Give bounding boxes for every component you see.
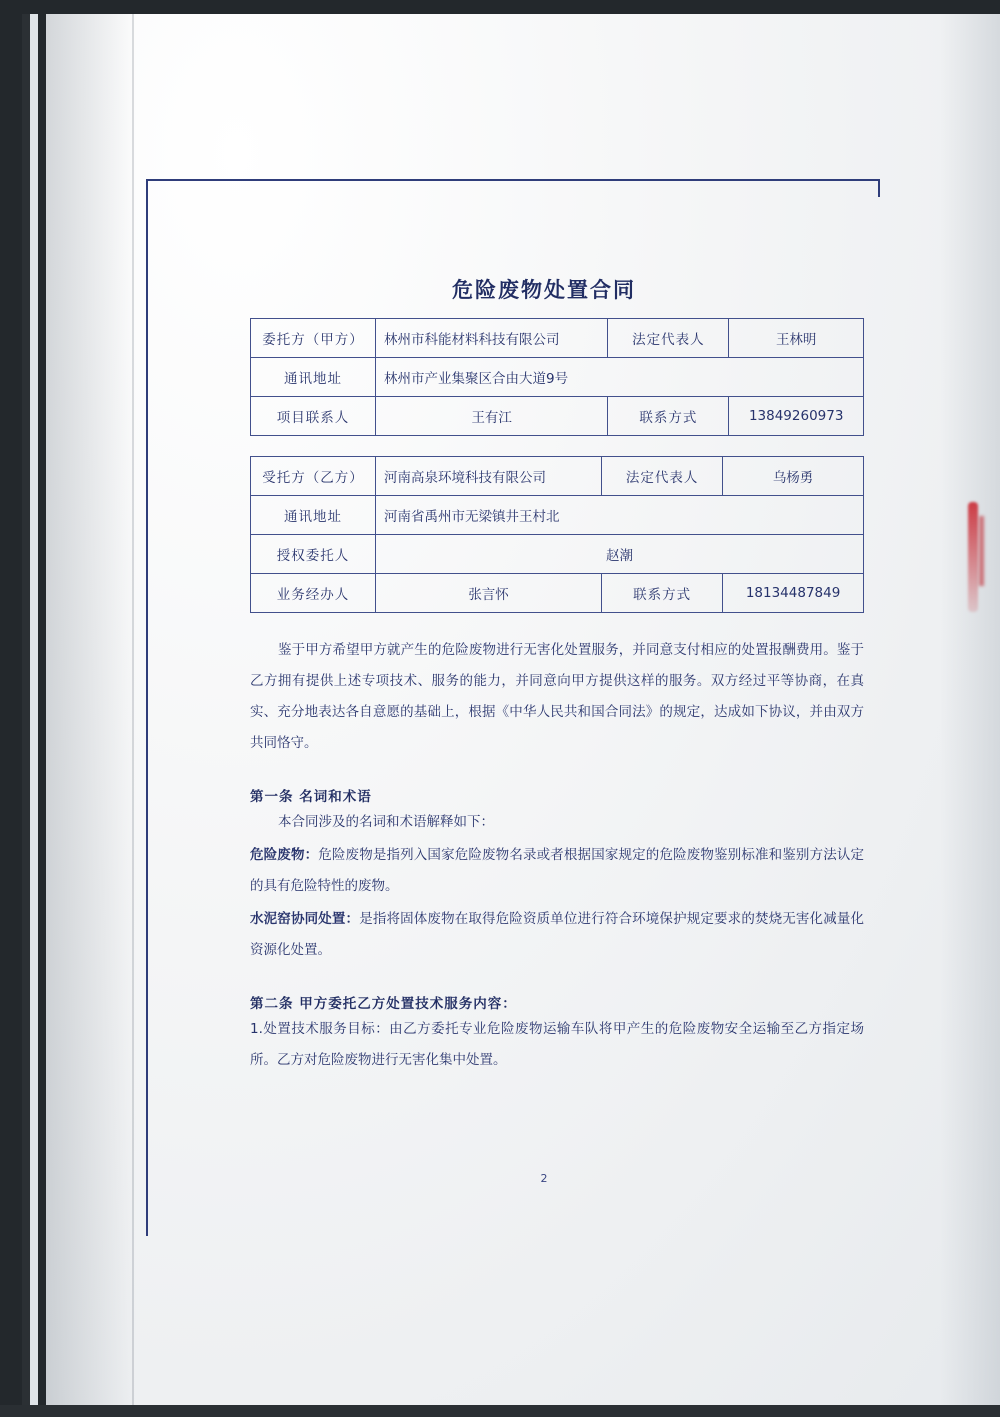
- party-b-address-label: 通讯地址: [251, 496, 376, 535]
- table-row: [251, 496, 864, 535]
- term-label: 水泥窑协同处置：: [250, 911, 360, 927]
- page-number: 2: [540, 1172, 548, 1185]
- party-b-phone-value: 18134487849: [723, 574, 864, 613]
- party-b-legal-rep-label: 法定代表人: [602, 457, 723, 496]
- party-b-phone-label: 联系方式: [602, 574, 723, 613]
- table-row: [251, 574, 864, 613]
- table-row: [251, 358, 864, 397]
- party-b-address-value: 河南省禹州市无梁镇井王村北: [376, 496, 864, 535]
- party-b-legal-rep-value: 乌杨勇: [723, 457, 864, 496]
- party-a-label: 委托方（甲方）: [251, 319, 376, 358]
- section-2-heading: 第二条 甲方委托乙方处置技术服务内容：: [250, 996, 517, 1012]
- scan-top-edge: [0, 0, 1000, 14]
- section-1-lead: 本合同涉及的名词和术语解释如下：: [278, 814, 494, 830]
- party-b-label: 受托方（乙方）: [251, 457, 376, 496]
- party-a-legal-rep-label: 法定代表人: [608, 319, 729, 358]
- red-ink-mark-secondary: [979, 516, 984, 586]
- page-left-shadow: [46, 14, 136, 1405]
- preamble-paragraph: 鉴于甲方希望甲方就产生的危险废物进行无害化处置服务，并同意支付相应的处置报酬费用。鉴于乙方拥有提供上述专项技术、服务的能力，并同意向甲方提供这样的服务。双方经过平等协商，在真实、充分地表达各自意愿的基础上，根据《中华人民共和国合同法》的规定，达成如下协议，并由双方共同恪守。: [250, 642, 864, 751]
- table-row: [251, 535, 864, 574]
- party-a-address-value: 林州市产业集聚区合由大道9号: [376, 358, 864, 397]
- party-b-agent-label: 业务经办人: [251, 574, 376, 613]
- section-1-item-1: [250, 840, 864, 902]
- table-row: [251, 319, 864, 358]
- party-b-table: [250, 456, 864, 613]
- section-2-item-1: 1.处置技术服务目标：由乙方委托专业危险废物运输车队将甲产生的危险废物安全运输至乙方指定场所。乙方对危险废物进行无害化集中处置。: [250, 1021, 864, 1068]
- party-a-contact-name: 王有江: [376, 397, 608, 436]
- page-right-shadow: [940, 14, 1000, 1405]
- document-page: [46, 14, 1000, 1405]
- section-1-item-2: [250, 904, 864, 966]
- party-a-company: 林州市科能材料科技有限公司: [376, 319, 608, 358]
- table-spacer: [194, 436, 894, 456]
- section-1-heading: 第一条 名词和术语: [250, 789, 372, 805]
- page-fold-line: [132, 14, 134, 1405]
- document-content: [194, 189, 894, 1185]
- party-b-authorized-value: 赵潮: [376, 535, 864, 574]
- page-title: 危险废物处置合同: [452, 278, 636, 302]
- term-text: 是指将固体废物在取得危险资质单位进行符合环境保护规定要求的焚烧无害化减量化资源化处置。: [250, 911, 865, 958]
- party-a-phone-value: 13849260973: [729, 397, 864, 436]
- party-a-phone-label: 联系方式: [608, 397, 729, 436]
- party-a-legal-rep-value: 王林明: [729, 319, 864, 358]
- red-ink-mark: [968, 502, 978, 612]
- party-a-contact-label: 项目联系人: [251, 397, 376, 436]
- party-a-address-label: 通讯地址: [251, 358, 376, 397]
- term-label: 危险废物：: [250, 847, 319, 863]
- party-a-table: [250, 318, 864, 436]
- table-row: [251, 397, 864, 436]
- scan-bottom-edge: [0, 1405, 1000, 1417]
- party-b-agent-name: 张言怀: [376, 574, 602, 613]
- term-text: 危险废物是指列入国家危险废物名录或者根据国家规定的危险废物鉴别标准和鉴别方法认定的具有危险特性的废物。: [250, 847, 865, 894]
- table-row: [251, 457, 864, 496]
- party-b-authorized-label: 授权委托人: [251, 535, 376, 574]
- party-b-company: 河南高泉环境科技有限公司: [376, 457, 602, 496]
